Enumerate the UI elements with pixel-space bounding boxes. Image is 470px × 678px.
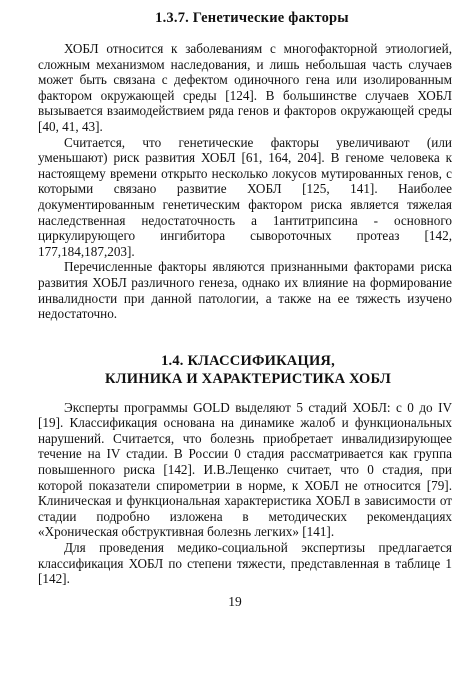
paragraph: Считается, что генетические факторы увеличивают (или уменьшают) риск развития ХОБЛ [61, 164, 204]. В геноме человека к настоящему времени открыто несколько локусов мутированных генов, с которыми связано развитие ХОБЛ [125, 141]. Наиболее документированным генетическим фактором риска является тяжелая наследственная недостаточность a 1антитрипсина - основного циркулирующего ингибитора сывороточных протеаз [142, 177,184,187,203]. <box>38 134 452 259</box>
section-heading-classification <box>38 352 452 388</box>
heading-line: КЛИНИКА И ХАРАКТЕРИСТИКА ХОБЛ <box>105 370 391 387</box>
paragraph: ХОБЛ относится к заболеваниям с многофакторной этиологией, сложным механизмом наследования, и лишь небольшая часть случаев может быть связана с дефектом одиночного гена или изолированным фактором окружающей среды [124]. В большинстве случаев ХОБЛ вызывается взаимодействием ряда генов и факторов окружающей среды [40, 41, 43]. <box>38 41 452 134</box>
paragraph: Для проведения медико-социальной экспертизы предлагается классификация ХОБЛ по степени тяжести, представленная в таблице 1 [142]. <box>38 540 452 587</box>
heading-line: 1.4. КЛАССИФИКАЦИЯ, <box>161 352 335 369</box>
paragraph: Перечисленные факторы являются признанными факторами риска развития ХОБЛ различного генеза, однако их влияние на формирование инвалидности при данной патологии, а также на ее тяжесть изучено недостаточно. <box>38 259 452 322</box>
page-number: 19 <box>228 594 242 609</box>
section-heading-genetic-factors: 1.3.7. Генетические факторы <box>155 10 349 26</box>
paragraph: Эксперты программы GOLD выделяют 5 стадий ХОБЛ: с 0 до IV [19]. Классификация основана на динамике жалоб и функциональных нарушений. Считается, что болезнь приобретает инвалидизирующее течение на IV стадии. В России 0 стадия рассматривается как группа повышенного риска [142]. И.В.Лещенко считает, что 0 стадия, при которой показатели спирометрии в норме, к ХОБЛ не относится [79]. Клиническая и функциональная характеристика ХОБЛ в зависимости от стадии подробно изложена в методических рекомендациях «Хроническая обструктивная болезнь легких» [141]. <box>38 399 452 540</box>
